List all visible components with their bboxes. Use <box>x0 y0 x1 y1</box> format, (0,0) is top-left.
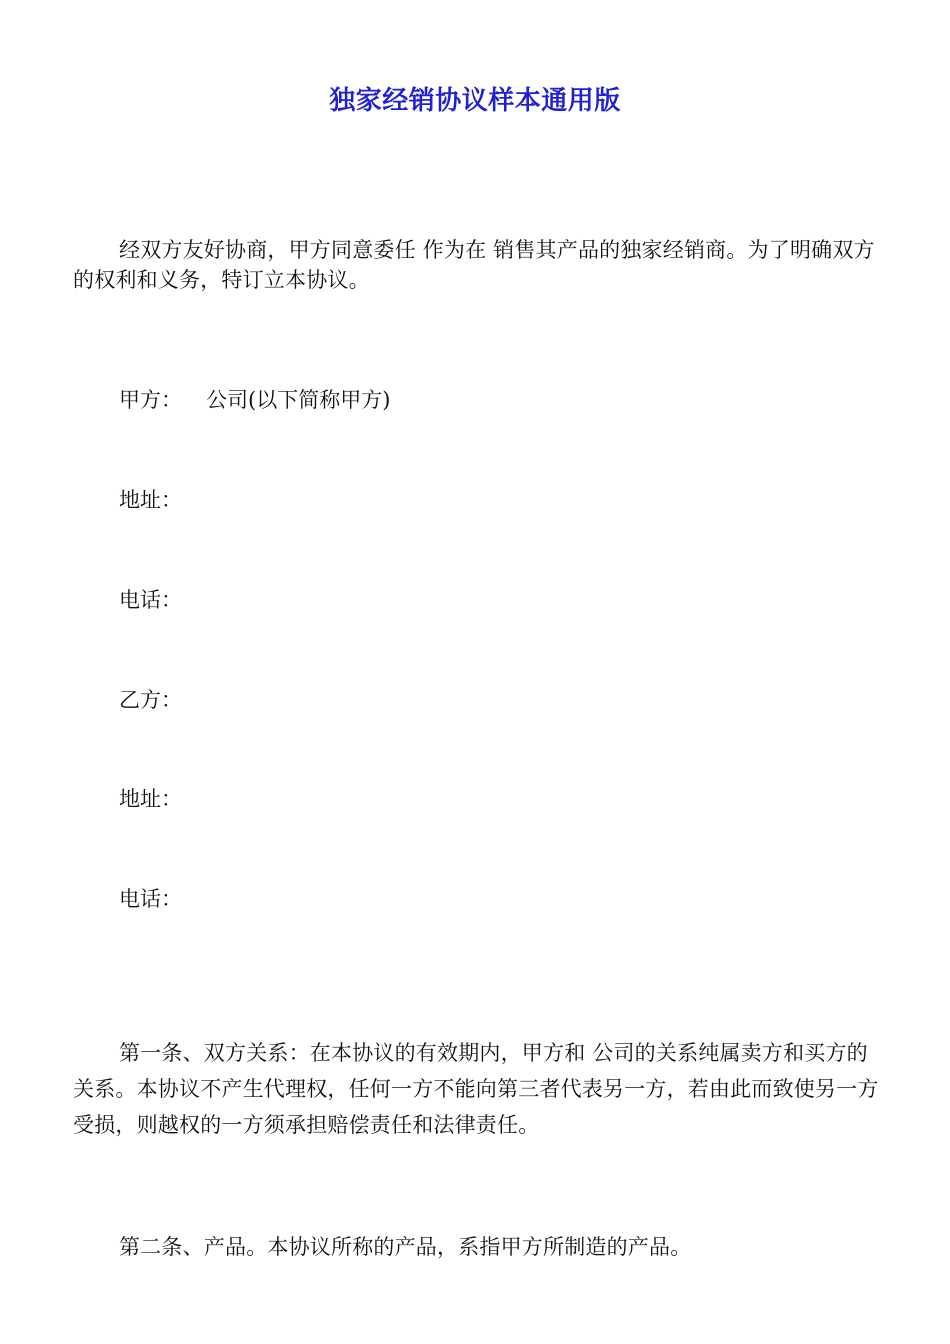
party-a-label: 甲方： <box>119 388 182 412</box>
party-a-value: 公司(以下简称甲方) <box>206 388 391 412</box>
party-a-line <box>119 386 390 415</box>
intro-paragraph: 经双方友好协商，甲方同意委任 作为在 销售其产品的独家经销商。为了明确双方的权利和义务，特订立本协议。 <box>73 238 875 292</box>
party-b-label: 乙方： <box>119 688 182 712</box>
party-a-phone-label: 电话： <box>119 588 182 612</box>
party-a-address-label: 地址： <box>119 488 182 512</box>
article-2-paragraph: 第二条、产品。本协议所称的产品，系指甲方所制造的产品。 <box>119 1235 692 1259</box>
party-b-phone-label: 电话： <box>119 887 182 911</box>
document-title: 独家经销协议样本通用版 <box>329 86 621 116</box>
party-b-address-label: 地址： <box>119 787 182 811</box>
article-1-paragraph: 第一条、双方关系：在本协议的有效期内，甲方和 公司的关系纯属卖方和买方的关系。本协议不产生代理权，任何一方不能向第三者代表另一方，若由此而致使另一方受损，则越权的一方须承担赔偿责任和法律责任。 <box>73 1041 879 1137</box>
